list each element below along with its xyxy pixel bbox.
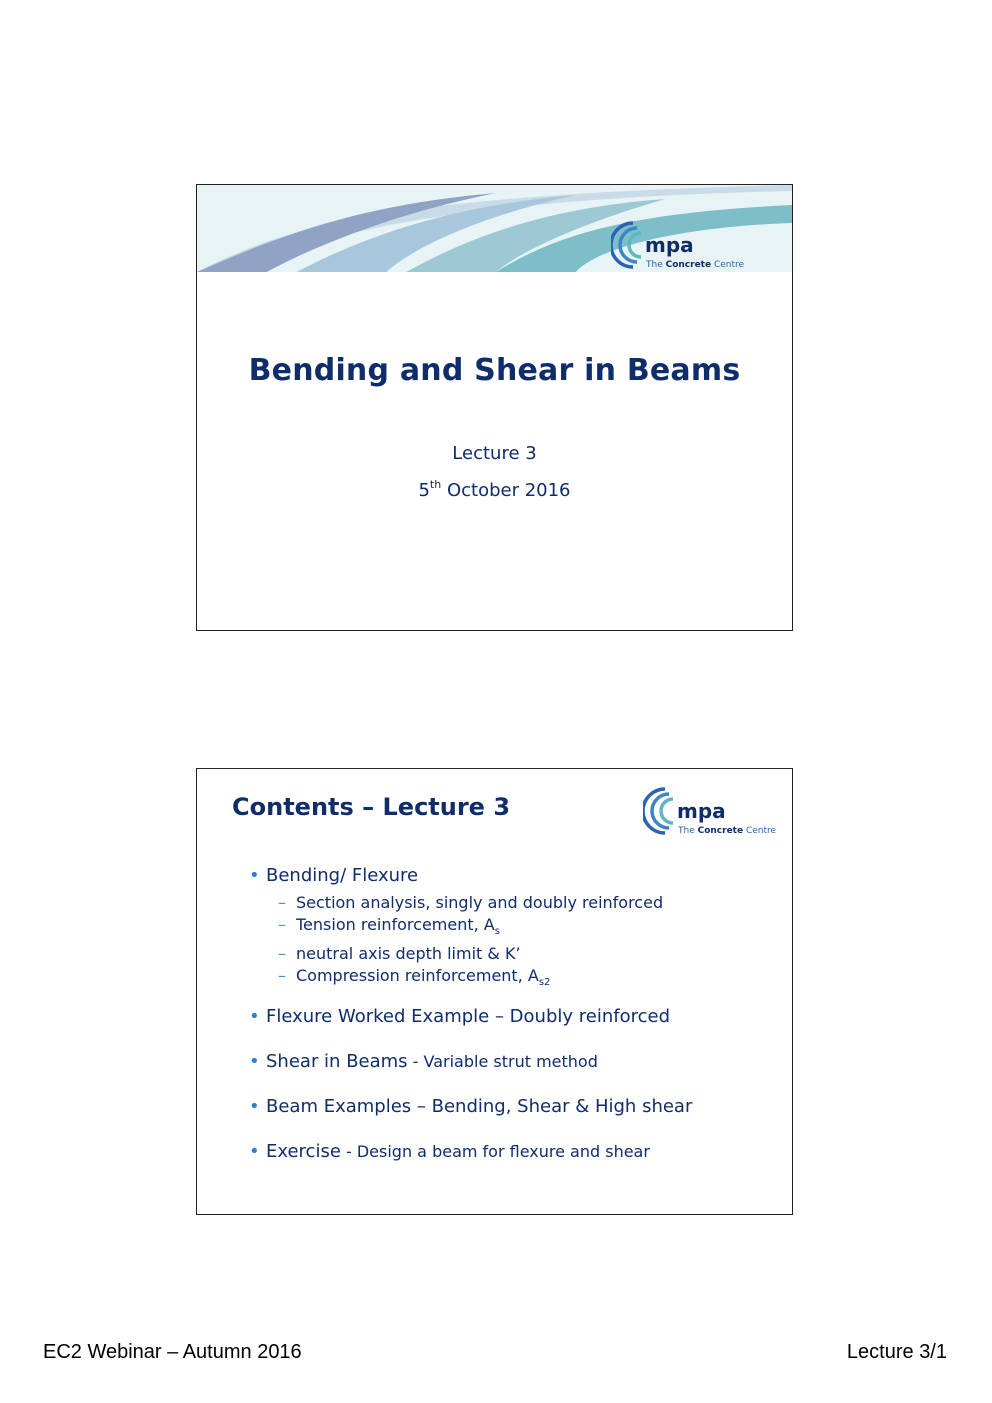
slide-title: Bending and Shear in Beams	[248, 353, 741, 388]
list-item-beam-examples: • Beam Examples – Bending, Shear & High shear	[249, 1096, 693, 1118]
sublist-item: – Tension reinforcement, $A_s$	[278, 915, 500, 938]
list-item-exercise: • Exercise - Design a beam for flexure and shear	[249, 1141, 650, 1163]
bullet-icon: •	[249, 865, 260, 886]
contents-title: Contents – Lecture 3	[232, 793, 511, 821]
mpa-logo	[643, 783, 783, 839]
contents-slide	[196, 768, 793, 1215]
bullet-icon: •	[249, 1141, 260, 1163]
svg-text:mpa: mpa	[645, 233, 694, 257]
sublist-item: – Section analysis, singly and doubly reinforced	[278, 893, 664, 912]
svg-text:The Concrete Centre: The Concrete Centre	[646, 260, 745, 270]
sublist-item: – Compression reinforcement, $A_{s2}$	[278, 966, 551, 989]
footer-course: EC2 Webinar – Autumn 2016	[43, 1341, 302, 1363]
svg-text:The Concrete Centre: The Concrete Centre	[678, 826, 777, 836]
lecture-date: 5th October 2016	[418, 478, 571, 501]
list-item-shear: • Shear in Beams - Variable strut method	[249, 1051, 598, 1073]
bullet-icon: •	[249, 1006, 260, 1028]
list-item-flexure-example: • Flexure Worked Example – Doubly reinforced	[249, 1006, 670, 1028]
contents-list	[249, 865, 769, 1162]
mpa-logo	[611, 217, 751, 273]
sublist-item: – neutral axis depth limit & K’	[278, 944, 521, 964]
list-item-bending: • Bending/ Flexure	[249, 865, 419, 886]
footer-page: Lecture 3/1	[846, 1341, 947, 1363]
lecture-number: Lecture 3	[452, 443, 537, 464]
title-slide	[196, 184, 793, 631]
bullet-icon: •	[249, 1051, 260, 1073]
bending-sublist	[278, 892, 769, 994]
bullet-icon: •	[249, 1096, 260, 1118]
svg-text:mpa: mpa	[677, 799, 726, 823]
